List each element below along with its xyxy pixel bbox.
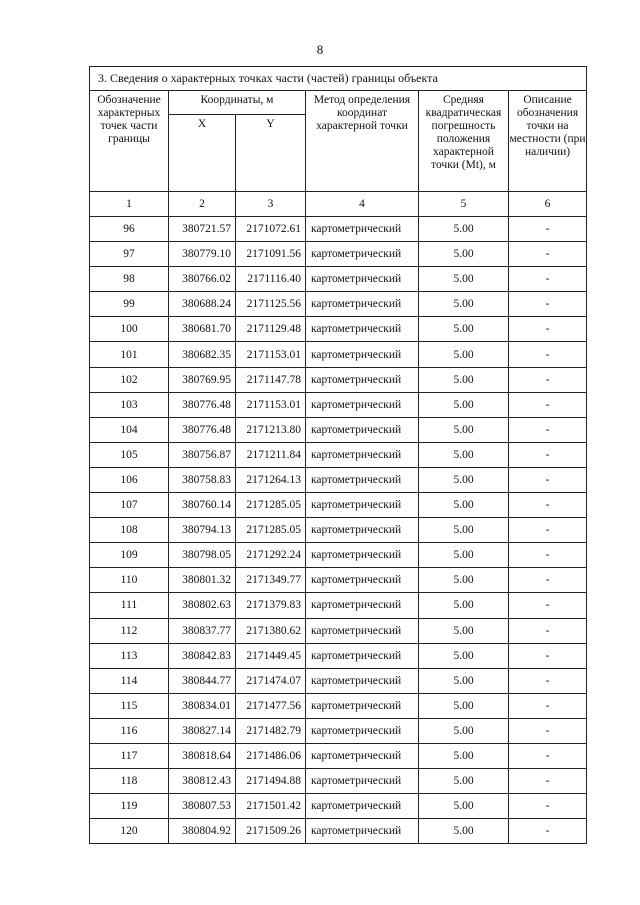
method-cell: картометрический (306, 342, 419, 367)
point-number-cell: 98 (90, 267, 169, 292)
error-cell: 5.00 (419, 643, 509, 668)
point-number-cell: 113 (90, 643, 169, 668)
table-row (90, 342, 587, 367)
table-row (90, 643, 587, 668)
point-number-cell: 111 (90, 593, 169, 618)
point-number-cell: 106 (90, 467, 169, 492)
method-cell: картометрический (306, 794, 419, 819)
table-row (90, 267, 587, 292)
method-cell: картометрический (306, 819, 419, 844)
point-number-cell: 108 (90, 518, 169, 543)
table-row (90, 794, 587, 819)
method-cell: картометрический (306, 267, 419, 292)
y-coordinate-cell: 2171285.05 (236, 493, 306, 518)
error-cell: 5.00 (419, 518, 509, 543)
y-coordinate-cell: 2171285.05 (236, 518, 306, 543)
y-coordinate-cell: 2171211.84 (236, 442, 306, 467)
page-number: 8 (316, 42, 324, 57)
description-cell: - (509, 769, 587, 794)
description-cell: - (509, 493, 587, 518)
error-cell: 5.00 (419, 342, 509, 367)
description-cell: - (509, 518, 587, 543)
column-number: 5 (419, 192, 509, 217)
column-number: 3 (236, 192, 306, 217)
table-row (90, 217, 587, 242)
method-cell: картометрический (306, 242, 419, 267)
method-cell: картометрический (306, 217, 419, 242)
x-coordinate-cell: 380769.95 (169, 367, 236, 392)
x-coordinate-cell: 380804.92 (169, 819, 236, 844)
y-coordinate-cell: 2171380.62 (236, 618, 306, 643)
y-coordinate-cell: 2171264.13 (236, 467, 306, 492)
x-coordinate-cell: 380760.14 (169, 493, 236, 518)
y-coordinate-cell: 2171072.61 (236, 217, 306, 242)
description-cell: - (509, 392, 587, 417)
method-cell: картометрический (306, 668, 419, 693)
error-cell: 5.00 (419, 242, 509, 267)
method-cell: картометрический (306, 769, 419, 794)
description-cell: - (509, 568, 587, 593)
table-row (90, 693, 587, 718)
error-cell: 5.00 (419, 493, 509, 518)
table-row (90, 819, 587, 844)
method-cell: картометрический (306, 643, 419, 668)
table-row (90, 543, 587, 568)
y-coordinate-cell: 2171349.77 (236, 568, 306, 593)
method-cell: картометрический (306, 442, 419, 467)
point-number-cell: 99 (90, 292, 169, 317)
point-number-cell: 105 (90, 442, 169, 467)
x-coordinate-cell: 380682.35 (169, 342, 236, 367)
error-cell: 5.00 (419, 317, 509, 342)
column-number: 2 (169, 192, 236, 217)
error-cell: 5.00 (419, 769, 509, 794)
x-coordinate-cell: 380802.63 (169, 593, 236, 618)
description-cell: - (509, 342, 587, 367)
method-cell: картометрический (306, 392, 419, 417)
y-coordinate-cell: 2171213.80 (236, 417, 306, 442)
error-cell: 5.00 (419, 693, 509, 718)
x-coordinate-cell: 380798.05 (169, 543, 236, 568)
point-number-cell: 107 (90, 493, 169, 518)
description-cell: - (509, 417, 587, 442)
method-cell: картометрический (306, 292, 419, 317)
method-cell: картометрический (306, 618, 419, 643)
x-coordinate-cell: 380842.83 (169, 643, 236, 668)
table-row (90, 242, 587, 267)
description-cell: - (509, 618, 587, 643)
x-coordinate-cell: 380779.10 (169, 242, 236, 267)
error-cell: 5.00 (419, 467, 509, 492)
x-coordinate-cell: 380827.14 (169, 718, 236, 743)
section-title: 3. Сведения о характерных точках части (частей) границы объекта (90, 67, 587, 91)
y-coordinate-cell: 2171153.01 (236, 392, 306, 417)
y-coordinate-cell: 2171116.40 (236, 267, 306, 292)
y-coordinate-cell: 2171501.42 (236, 794, 306, 819)
description-cell: - (509, 794, 587, 819)
description-cell: - (509, 543, 587, 568)
header-method: Метод определения координат характерной точки (306, 91, 419, 192)
y-coordinate-cell: 2171509.26 (236, 819, 306, 844)
method-cell: картометрический (306, 467, 419, 492)
method-cell: картометрический (306, 317, 419, 342)
point-number-cell: 96 (90, 217, 169, 242)
y-coordinate-cell: 2171147.78 (236, 367, 306, 392)
point-number-cell: 118 (90, 769, 169, 794)
y-coordinate-cell: 2171125.56 (236, 292, 306, 317)
x-coordinate-cell: 380812.43 (169, 769, 236, 794)
method-cell: картометрический (306, 518, 419, 543)
error-cell: 5.00 (419, 217, 509, 242)
point-number-cell: 110 (90, 568, 169, 593)
table-row (90, 317, 587, 342)
point-number-cell: 100 (90, 317, 169, 342)
point-number-cell: 115 (90, 693, 169, 718)
table-row (90, 718, 587, 743)
y-coordinate-cell: 2171486.06 (236, 743, 306, 768)
x-coordinate-cell: 380721.57 (169, 217, 236, 242)
table-row (90, 493, 587, 518)
x-coordinate-cell: 380837.77 (169, 618, 236, 643)
method-cell: картометрический (306, 593, 419, 618)
x-coordinate-cell: 380818.64 (169, 743, 236, 768)
method-cell: картометрический (306, 543, 419, 568)
boundary-points-table (89, 66, 587, 844)
error-cell: 5.00 (419, 392, 509, 417)
header-point-label: Обозначение характерных точек части границы (90, 91, 169, 192)
x-coordinate-cell: 380688.24 (169, 292, 236, 317)
table-row (90, 392, 587, 417)
error-cell: 5.00 (419, 543, 509, 568)
table-row (90, 769, 587, 794)
description-cell: - (509, 292, 587, 317)
method-cell: картометрический (306, 568, 419, 593)
x-coordinate-cell: 380758.83 (169, 467, 236, 492)
x-coordinate-cell: 380776.48 (169, 417, 236, 442)
point-number-cell: 120 (90, 819, 169, 844)
description-cell: - (509, 718, 587, 743)
y-coordinate-cell: 2171129.48 (236, 317, 306, 342)
point-number-cell: 104 (90, 417, 169, 442)
point-number-cell: 117 (90, 743, 169, 768)
method-cell: картометрический (306, 417, 419, 442)
x-coordinate-cell: 380834.01 (169, 693, 236, 718)
method-cell: картометрический (306, 693, 419, 718)
point-number-cell: 102 (90, 367, 169, 392)
header-y: Y (236, 115, 306, 192)
y-coordinate-cell: 2171292.24 (236, 543, 306, 568)
header-x: X (169, 115, 236, 192)
description-cell: - (509, 267, 587, 292)
y-coordinate-cell: 2171482.79 (236, 718, 306, 743)
point-number-cell: 116 (90, 718, 169, 743)
x-coordinate-cell: 380766.02 (169, 267, 236, 292)
table-row (90, 743, 587, 768)
table-row (90, 417, 587, 442)
method-cell: картометрический (306, 367, 419, 392)
table-row (90, 593, 587, 618)
y-coordinate-cell: 2171091.56 (236, 242, 306, 267)
y-coordinate-cell: 2171494.88 (236, 769, 306, 794)
y-coordinate-cell: 2171379.83 (236, 593, 306, 618)
error-cell: 5.00 (419, 794, 509, 819)
table-row (90, 618, 587, 643)
table-row (90, 518, 587, 543)
description-cell: - (509, 668, 587, 693)
y-coordinate-cell: 2171153.01 (236, 342, 306, 367)
y-coordinate-cell: 2171474.07 (236, 668, 306, 693)
x-coordinate-cell: 380794.13 (169, 518, 236, 543)
column-number: 4 (306, 192, 419, 217)
error-cell: 5.00 (419, 267, 509, 292)
description-cell: - (509, 442, 587, 467)
table-row (90, 568, 587, 593)
table-row (90, 442, 587, 467)
y-coordinate-cell: 2171449.45 (236, 643, 306, 668)
x-coordinate-cell: 380776.48 (169, 392, 236, 417)
error-cell: 5.00 (419, 618, 509, 643)
error-cell: 5.00 (419, 743, 509, 768)
x-coordinate-cell: 380807.53 (169, 794, 236, 819)
table-row (90, 292, 587, 317)
point-number-cell: 97 (90, 242, 169, 267)
x-coordinate-cell: 380801.32 (169, 568, 236, 593)
header-description: Описание обозначения точки на местности (при наличии) (509, 91, 587, 192)
table-row (90, 367, 587, 392)
description-cell: - (509, 643, 587, 668)
description-cell: - (509, 367, 587, 392)
header-coordinates: Координаты, м (169, 91, 306, 115)
error-cell: 5.00 (419, 668, 509, 693)
x-coordinate-cell: 380844.77 (169, 668, 236, 693)
point-number-cell: 119 (90, 794, 169, 819)
point-number-cell: 114 (90, 668, 169, 693)
error-cell: 5.00 (419, 819, 509, 844)
column-number: 6 (509, 192, 587, 217)
table-row (90, 467, 587, 492)
x-coordinate-cell: 380681.70 (169, 317, 236, 342)
error-cell: 5.00 (419, 593, 509, 618)
description-cell: - (509, 693, 587, 718)
y-coordinate-cell: 2171477.56 (236, 693, 306, 718)
point-number-cell: 112 (90, 618, 169, 643)
description-cell: - (509, 743, 587, 768)
column-number: 1 (90, 192, 169, 217)
point-number-cell: 109 (90, 543, 169, 568)
description-cell: - (509, 217, 587, 242)
error-cell: 5.00 (419, 292, 509, 317)
table-row (90, 668, 587, 693)
method-cell: картометрический (306, 718, 419, 743)
description-cell: - (509, 242, 587, 267)
method-cell: картометрический (306, 743, 419, 768)
error-cell: 5.00 (419, 417, 509, 442)
error-cell: 5.00 (419, 442, 509, 467)
error-cell: 5.00 (419, 718, 509, 743)
point-number-cell: 103 (90, 392, 169, 417)
description-cell: - (509, 467, 587, 492)
description-cell: - (509, 317, 587, 342)
point-number-cell: 101 (90, 342, 169, 367)
description-cell: - (509, 819, 587, 844)
column-number-row (90, 192, 587, 217)
method-cell: картометрический (306, 493, 419, 518)
x-coordinate-cell: 380756.87 (169, 442, 236, 467)
header-error: Средняя квадратическая погрешность положения характерной точки (Mt), м (419, 91, 509, 192)
description-cell: - (509, 593, 587, 618)
error-cell: 5.00 (419, 568, 509, 593)
error-cell: 5.00 (419, 367, 509, 392)
